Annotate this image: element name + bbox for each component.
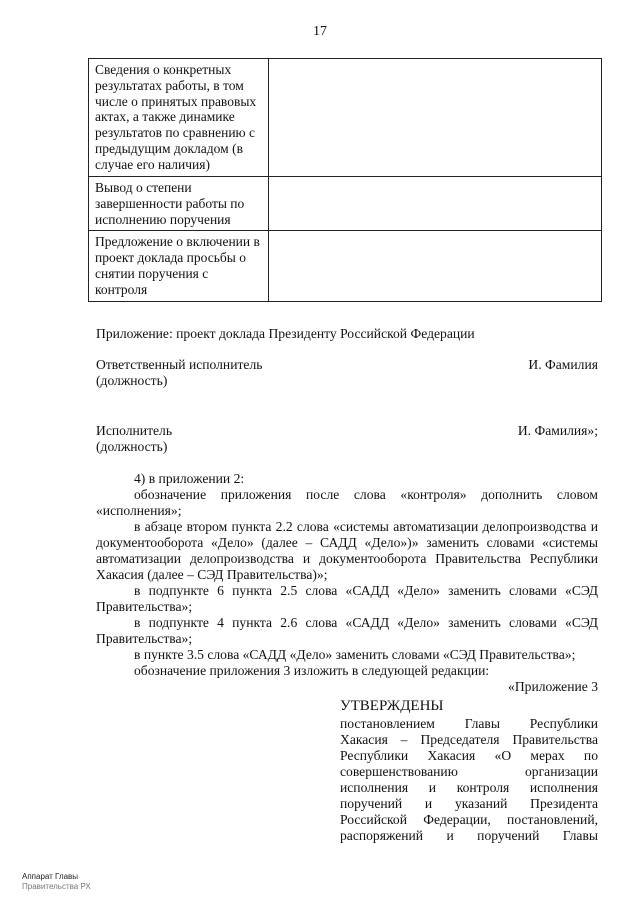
amendment-paragraph: обозначение приложения после слова «контроля» дополнить словом «исполнения»;	[96, 487, 598, 518]
appendix-line: Республики Хакасия «О мерах по	[340, 748, 598, 763]
table-value-cell	[269, 59, 602, 177]
office-stamp	[22, 872, 91, 892]
appendix-line: распоряжений и поручений Главы	[340, 828, 598, 843]
table-row	[89, 231, 602, 301]
amendment-paragraph: обозначение приложения 3 изложить в следующей редакции:	[134, 663, 490, 678]
amendment-paragraph: в абзаце втором пункта 2.2 слова «системы автоматизации делопроизводства и документооборота «Дело» (далее – САДД «Дело»)» заменить словами «системы автоматизации делопроизводства и документооборота Правительства Республики Хакасия (далее – СЭД Правительства)»;	[96, 519, 598, 582]
table-label-cell: Вывод о степени завершенности работы по исполнению поручения	[89, 177, 269, 231]
signature-position: (должность)	[96, 373, 168, 388]
signature-block-executor	[96, 423, 598, 455]
appendix-line: совершенствованию организации	[340, 764, 598, 779]
report-form-table	[88, 58, 602, 302]
amendment-paragraph: в подпункте 4 пункта 2.6 слова «САДД «Дело» заменить словами «СЭД Правительства»;	[96, 615, 598, 646]
signature-position: (должность)	[96, 439, 168, 454]
page-number: 17	[313, 24, 327, 39]
appendix-line: исполнения и контроля исполнения	[340, 780, 598, 795]
appendix-label: «Приложение 3	[508, 679, 598, 694]
table-row	[89, 59, 602, 177]
stamp-line: Аппарат Главы	[22, 872, 79, 881]
amendments-text	[96, 471, 598, 695]
appendix-line: поручений и указаний Президента	[340, 796, 598, 811]
amendment-heading: 4) в приложении 2:	[134, 471, 245, 486]
appendix-line: Хакасия – Председателя Правительства	[340, 732, 598, 747]
signature-role: Ответственный исполнитель	[96, 357, 263, 372]
attachment-note: Приложение: проект доклада Президенту Российской Федерации	[96, 326, 475, 341]
signature-name: И. Фамилия	[528, 357, 598, 372]
appendix-line: постановлением Главы Республики	[340, 716, 598, 731]
signature-role: Исполнитель	[96, 423, 173, 438]
amendment-paragraph: в подпункте 6 пункта 2.5 слова «САДД «Дело» заменить словами «СЭД Правительства»;	[96, 583, 598, 614]
appendix-line: Российской Федерации, постановлений,	[340, 812, 598, 827]
appendix-approval-block	[340, 697, 598, 844]
amendment-paragraph: в пункте 3.5 слова «САДД «Дело» заменить словами «СЭД Правительства»;	[134, 647, 576, 662]
table-value-cell	[269, 231, 602, 301]
signature-block-responsible	[96, 357, 598, 389]
table-row	[89, 177, 602, 231]
table-label-cell: Сведения о конкретных результатах работы, в том числе о принятых правовых актах, а также динамике результатов по сравнению с предыдущим докладом (в случае его наличия)	[89, 59, 269, 177]
table-label-cell: Предложение о включении в проект доклада просьбы о снятии поручения с контроля	[89, 231, 269, 301]
appendix-title: УТВЕРЖДЕНЫ	[340, 698, 444, 714]
stamp-line: Правительства РХ	[22, 882, 91, 891]
table-value-cell	[269, 177, 602, 231]
signature-name: И. Фамилия»;	[517, 423, 598, 438]
